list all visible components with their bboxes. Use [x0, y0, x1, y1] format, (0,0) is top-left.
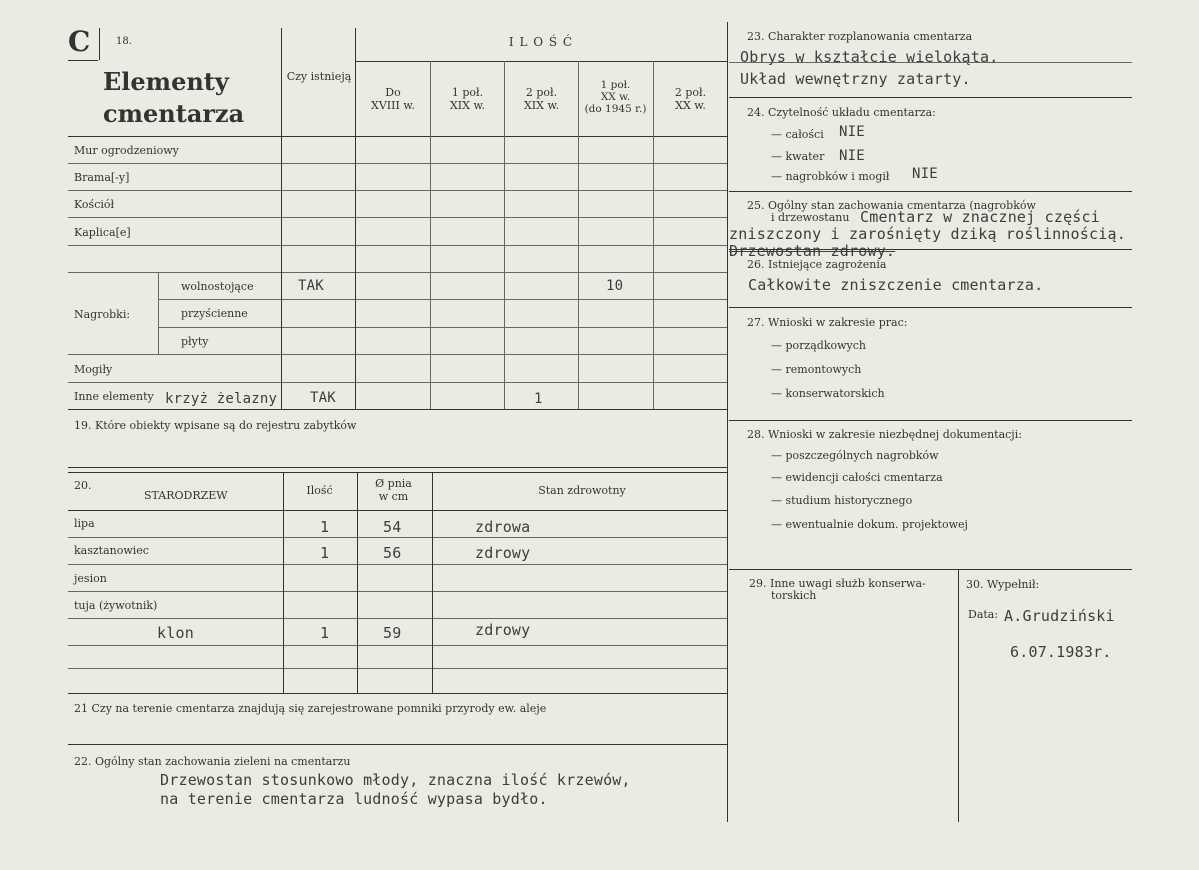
- value-wolnostojace-1xx: 10: [606, 278, 624, 294]
- section-23-label: 23. Charakter rozplanowania cmentarza: [747, 30, 973, 43]
- section-30-data-label: Data:: [968, 608, 999, 621]
- tree-health: zdrowy: [475, 621, 531, 639]
- rule: [432, 472, 433, 693]
- rule: [283, 472, 284, 693]
- row-label-mur: Mur ogrodzeniowy: [74, 144, 179, 157]
- ilosc-header: I L O Ś Ć: [508, 35, 574, 49]
- page-title: Elementy: [103, 67, 229, 96]
- rule: [68, 467, 727, 468]
- tree-health: zdrowy: [475, 544, 531, 562]
- section-30-label: 30. Wypełnił:: [966, 578, 1040, 591]
- row-label-kosciol: Kościół: [74, 198, 115, 211]
- section-23-line: Układ wewnętrzny zatarty.: [740, 70, 971, 88]
- section-number: 18.: [116, 36, 132, 47]
- page-title: cmentarza: [103, 99, 245, 128]
- section-22-line: Drzewostan stosunkowo młody, znaczna ilość krzewów,: [160, 771, 631, 789]
- tree-diameter: 54: [383, 518, 402, 536]
- rule: [158, 272, 159, 354]
- rule: [729, 307, 1132, 308]
- col-stan: Stan zdrowotny: [538, 484, 626, 497]
- section-28-item: — ewentualnie dokum. projektowej: [771, 518, 968, 531]
- period-header: 2 poł. XX w.: [674, 86, 707, 112]
- rule: [68, 645, 727, 646]
- section-27-item: — porządkowych: [771, 339, 866, 352]
- section-28-item: — studium historycznego: [771, 494, 913, 507]
- section-27-item: — remontowych: [771, 363, 862, 376]
- rule: [653, 61, 654, 409]
- tree-diameter: 56: [383, 544, 402, 562]
- section-letter: C: [68, 25, 91, 58]
- section-29-label: 29. Inne uwagi służb konserwa-: [749, 577, 926, 590]
- period-header: 1 poł. XX w. (do 1945 r.): [584, 79, 647, 115]
- section-19-label: 19. Które obiekty wpisane są do rejestru zabytków: [74, 419, 357, 432]
- rule: [68, 136, 727, 137]
- rule: [68, 537, 727, 538]
- col-starodrzew: STARODRZEW: [144, 489, 228, 502]
- section-24-label: 24. Czytelność układu cmentarza:: [747, 106, 936, 119]
- rule: [68, 618, 727, 619]
- rule: [729, 249, 1132, 250]
- section-24-value: NIE: [912, 166, 938, 182]
- rule: [68, 272, 727, 273]
- col-pnia: Ø pnia w cm: [375, 477, 412, 503]
- row-label-nagrobki: Nagrobki:: [74, 308, 131, 321]
- rule: [158, 299, 727, 300]
- row-label-plyty: płyty: [181, 335, 209, 348]
- section-20-number: 20.: [74, 479, 92, 492]
- rule: [68, 591, 727, 592]
- rule: [729, 191, 1132, 192]
- section-25-line: zniszczony i zarośnięty dziką roślinnością.: [729, 225, 1126, 243]
- section-30-date: 6.07.1983r.: [1010, 643, 1112, 661]
- section-24-value: NIE: [839, 148, 865, 164]
- period-header: 2 poł. XIX w.: [523, 86, 560, 112]
- section-29-label: torskich: [771, 589, 817, 602]
- section-28-item: — poszczególnych nagrobków: [771, 449, 939, 462]
- rule: [68, 564, 727, 565]
- section-27-item: — konserwatorskich: [771, 387, 885, 400]
- rule: [68, 409, 727, 410]
- rule: [430, 61, 431, 409]
- rule: [355, 61, 727, 62]
- rule: [357, 472, 358, 693]
- value-inne: krzyż żelazny: [165, 391, 278, 407]
- section-30-name: A.Grudziński: [1004, 607, 1115, 625]
- col-ilosc: Ilość: [306, 484, 333, 497]
- rule: [68, 60, 98, 61]
- value-wolnostojace-czy: TAK: [298, 278, 324, 294]
- rule: [281, 28, 282, 409]
- czy-istnieja-header: Czy istnieją: [286, 70, 352, 83]
- period-header: Do XVIII w.: [371, 86, 415, 112]
- tree-name: kasztanowiec: [74, 544, 149, 557]
- rule: [68, 217, 727, 218]
- section-26-value: Całkowite zniszczenie cmentarza.: [748, 276, 1044, 294]
- period-header: 1 poł. XIX w.: [449, 86, 486, 112]
- section-24-value: NIE: [839, 124, 865, 140]
- section-24-item: — kwater: [771, 150, 825, 163]
- tree-name: klon: [157, 624, 194, 642]
- rule: [68, 693, 727, 694]
- tree-count: 1: [320, 544, 330, 562]
- rule: [729, 569, 1132, 570]
- tree-name: tuja (żywotnik): [74, 599, 158, 612]
- rule: [958, 570, 959, 822]
- rule: [68, 668, 727, 669]
- tree-count: 1: [320, 624, 330, 642]
- rule: [729, 62, 1132, 63]
- rule: [158, 327, 727, 328]
- section-22-line: na terenie cmentarza ludność wypasa bydło.: [160, 790, 548, 808]
- rule: [504, 61, 505, 409]
- tree-health: zdrowa: [475, 518, 531, 536]
- rule: [729, 97, 1132, 98]
- tree-diameter: 59: [383, 624, 402, 642]
- rule: [68, 510, 727, 511]
- section-23-line: Obrys w kształcie wielokąta.: [740, 48, 999, 66]
- rule: [727, 22, 728, 822]
- rule: [68, 382, 727, 383]
- row-label-wolnostojace: wolnostojące: [181, 280, 254, 293]
- row-label-inne: Inne elementy: [74, 390, 154, 403]
- section-25-label: i drzewostanu: [771, 211, 850, 224]
- section-25-line: Drzewostan zdrowy.: [729, 242, 896, 260]
- section-25-line: Cmentarz w znacznej części: [860, 208, 1100, 226]
- section-25-label: 25. Ogólny stan zachowania cmentarza (nagrobków: [747, 199, 1036, 212]
- rule: [68, 744, 727, 745]
- rule: [68, 190, 727, 191]
- section-28-label: 28. Wnioski w zakresie niezbędnej dokumentacji:: [747, 428, 1022, 441]
- rule: [68, 472, 727, 473]
- tree-name: lipa: [74, 517, 95, 530]
- row-label-kaplica: Kaplica[e]: [74, 226, 131, 239]
- section-24-item: — całości: [771, 128, 824, 141]
- row-label-przyscienne: przyścienne: [181, 307, 248, 320]
- tree-name: jesion: [74, 572, 107, 585]
- section-26-label: 26. Istniejące zagrożenia: [747, 258, 887, 271]
- tree-count: 1: [320, 518, 330, 536]
- value-inne-czy: TAK: [310, 390, 336, 406]
- rule: [68, 245, 727, 246]
- section-22-label: 22. Ogólny stan zachowania zieleni na cmentarzu: [74, 755, 351, 768]
- rule: [68, 163, 727, 164]
- rule: [99, 28, 100, 60]
- value-inne-2xix: 1: [534, 391, 543, 407]
- section-21-label: 21 Czy na terenie cmentarza znajdują się zarejestrowane pomniki przyrody ew. aleje: [74, 702, 547, 715]
- rule: [729, 420, 1132, 421]
- section-27-label: 27. Wnioski w zakresie prac:: [747, 316, 908, 329]
- section-28-item: — ewidencji całości cmentarza: [771, 471, 943, 484]
- row-label-brama: Brama[-y]: [74, 171, 130, 184]
- rule: [68, 354, 727, 355]
- row-label-mogily: Mogiły: [74, 363, 113, 376]
- section-24-item: — nagrobków i mogił: [771, 170, 890, 183]
